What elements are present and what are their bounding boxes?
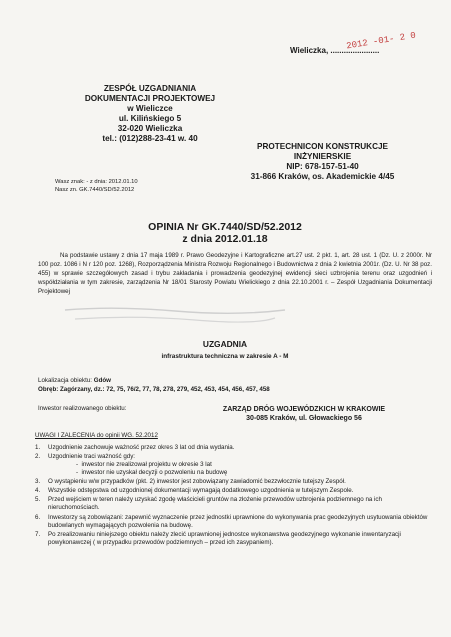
investor-block: [174, 405, 434, 423]
sender-line: DOKUMENTACJI PROJEKTOWEJ: [84, 94, 216, 103]
section-heading: UZGADNIA: [202, 339, 248, 349]
legal-basis-paragraph: Na podstawie ustawy z dnia 17 maja 1989 r. Prawo Geodezyjne i Kartograficzne art.27 ust. 2 pkt. 1, art. 28 ust. 1 (Dz. U. z 2000r. Nr 100 poz. 1086 i N r 120 poz. 1268), Rozporządzenia Ministra Rozwoju Regionalnego i Budownictwa z dnia 2 kwietnia 2001r. (Dz. U. Nr 38 poz. 455) w sprawie szczegółowych zasad i trybu zakładania i prowadzenia geodezyjnej ewidencji sieci uzbrojenia terenu oraz uzgodnień i współdziałania w tym zakresie, zarządzenia Nr 18/01 Starosty Powiatu Wielickiego z dnia 22.10.2001 r. – Zespół Uzgadniania Dokumentacji Projektowej: [38, 252, 432, 295]
title-number: OPINIA Nr GK.7440/SD/52.2012: [148, 221, 302, 233]
list-item: 7. Po zrealizowaniu niniejszego obiektu należy zlecić uprawnionej jednostce wykonawstwa geodezyjnego wykonanie inwentaryzacji powykonawczej ( w przypadku przewodów podziemnych – przed ich zasypaniem).: [35, 530, 401, 546]
recipient-block: [215, 142, 430, 182]
faint-background-marks: [55, 304, 295, 324]
location-label: Lokalizacja obiektu:: [38, 377, 93, 384]
notes-list: [35, 444, 435, 548]
recipient-line: NIP: 678-157-51-40: [286, 162, 359, 171]
list-item: 1. Uzgodnienie zachowuje ważność przez okres 3 lat od dnia wydania.: [35, 444, 235, 451]
recipient-line: INŻYNIERSKIE: [293, 152, 352, 161]
sub-item: - inwestor nie uzyskał decyzji o pozwoleniu na budowę: [76, 469, 228, 477]
list-item: 3. O wystąpieniu w/w przypadków (pkt. 2) inwestor jest zobowiązany zawiadomić bezzwłocznie tutejszy Zespół.: [35, 478, 346, 486]
sender-line: 32-020 Wieliczka: [117, 124, 183, 133]
our-reference: Nasz zn. GK.7440/SD/52.2012: [55, 187, 135, 193]
list-item: 2. Uzgodnienie traci ważność gdy: - inwestor nie zrealizował projektu w okresie 3 lat - inwestor nie uzyskał decyzji o pozwoleniu na budowę: [35, 453, 435, 477]
faint-scribble-icon: [55, 304, 295, 324]
notes-heading: UWAGI I ZALECENIA do opinii WG. 52.2012: [35, 432, 158, 439]
obreb-line: Obręb: Zagórzany, dz.: 72, 75, 76/2, 77, 78, 278, 279, 452, 453, 454, 456, 457, 458: [38, 385, 270, 393]
recipient-line: 31-866 Kraków, os. Akademickie 4/45: [250, 172, 395, 181]
date-stamp: 2012 -01- 2 0: [345, 30, 417, 52]
recipient-line: PROTECHNICON KONSTRUKCJE: [256, 142, 388, 151]
title-date: z dnia 2012.01.18: [182, 233, 268, 245]
investor-name: ZARZĄD DRÓG WOJEWÓDZKICH W KRAKOWIE: [222, 406, 386, 413]
section-subheading: infrastruktura techniczna w zakresie A - M: [161, 353, 289, 360]
investor-label: Inwestor realizowanego obiektu:: [38, 405, 127, 412]
sender-line: ZESPÓŁ UZGADNIANIA: [103, 84, 197, 93]
list-item: 4. Wszystkie odstępstwa od uzgodnionej dokumentacji wymagają dodatkowego uzgodnienia w tutejszym Zespole.: [35, 487, 354, 495]
investor-address: 30-085 Kraków, ul. Głowackiego 56: [246, 415, 362, 422]
location-block: [38, 377, 438, 394]
sender-line: tel.: (012)288-23-41 w. 40: [102, 134, 198, 143]
reference-numbers: [55, 178, 255, 194]
sender-block: [30, 84, 270, 144]
list-item: 5. Przed wejściem w teren należy uzyskać zgodę właścicieli gruntów na złożenie przewodów uzbrojenia podziemnego na ich nieruchomościach.: [35, 496, 382, 512]
location-value: Gdów: [93, 377, 111, 384]
sender-line: w Wieliczce: [127, 104, 173, 113]
place-line: Wieliczka, ......................: [290, 46, 380, 55]
sub-item: - inwestor nie zrealizował projektu w okresie 3 lat: [76, 461, 212, 469]
sender-line: ul. Kilińskiego 5: [118, 114, 182, 123]
document-title: [100, 221, 350, 245]
your-reference: Wasz znak: - z dnia: 2012.01.10: [55, 179, 138, 185]
list-item: 6. Inwestorzy są zobowiązani: zapewnić wyznaczenie przez jednostki uprawnione do wykonywania prac geodezyjnych usytuowania obiektów budowlanych wymagających pozwolenia na budowę.: [35, 513, 428, 529]
